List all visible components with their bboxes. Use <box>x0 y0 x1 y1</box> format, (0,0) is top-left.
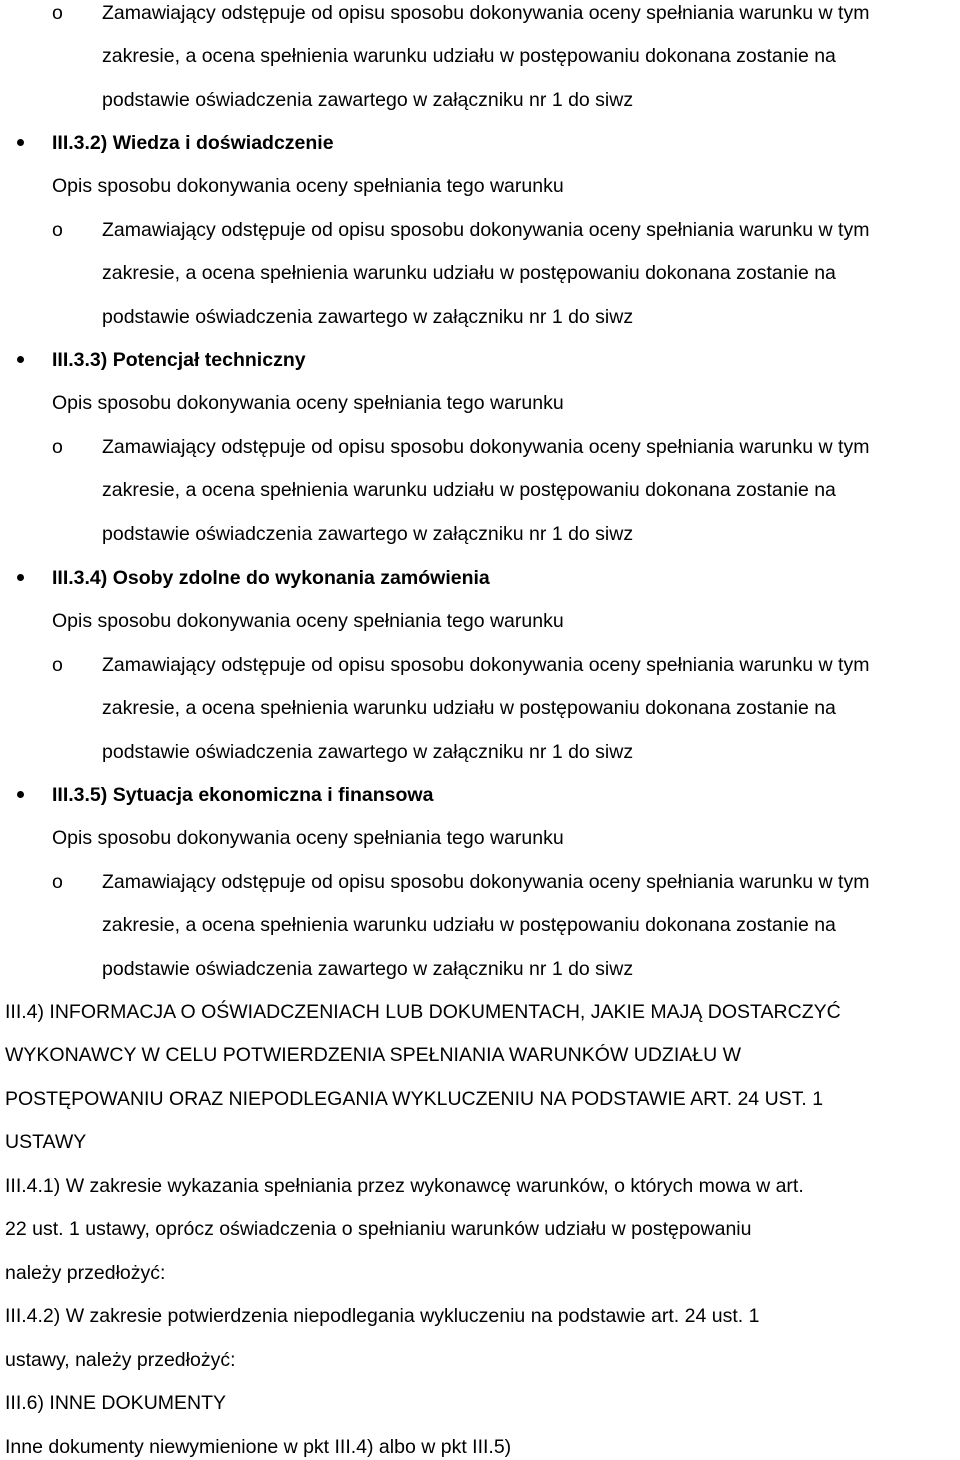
section-title-iii-3-5: III.3.5) Sytuacja ekonomiczna i finansowa <box>52 784 434 806</box>
section-text-line-2: zakresie, a ocena spełnienia warunku udziału w postępowaniu dokonana zostanie na <box>102 914 836 936</box>
bullet-icon <box>17 791 24 798</box>
section-text-line-1: Zamawiający odstępuje od opisu sposobu dokonywania oceny spełniania warunku w tym <box>102 436 870 458</box>
section-text-line-3: podstawie oświadczenia zawartego w załączniku nr 1 do siwz <box>102 523 634 545</box>
list-marker-o: o <box>52 2 63 24</box>
list-marker-o: o <box>52 436 63 458</box>
heading-iii-4-line-1: III.4) INFORMACJA O OŚWIADCZENIACH LUB DOKUMENTACH, JAKIE MAJĄ DOSTARCZYĆ <box>5 1001 841 1023</box>
section-text-line-3: podstawie oświadczenia zawartego w załączniku nr 1 do siwz <box>102 741 634 763</box>
section-text-line-2: zakresie, a ocena spełnienia warunku udziału w postępowaniu dokonana zostanie na <box>102 262 836 284</box>
section-opis: Opis sposobu dokonywania oceny spełniania tego warunku <box>52 827 564 849</box>
para-inne-dokumenty: Inne dokumenty niewymienione w pkt III.4) albo w pkt III.5) <box>5 1436 512 1458</box>
section-text-line-1: Zamawiający odstępuje od opisu sposobu dokonywania oceny spełniania warunku w tym <box>102 871 870 893</box>
para-iii-4-1-line-3: należy przedłożyć: <box>5 1262 166 1284</box>
section-title-iii-3-2: III.3.2) Wiedza i doświadczenie <box>52 132 334 154</box>
section-text-line-2: zakresie, a ocena spełnienia warunku udziału w postępowaniu dokonana zostanie na <box>102 479 836 501</box>
heading-iii-6: III.6) INNE DOKUMENTY <box>5 1392 227 1414</box>
section-opis: Opis sposobu dokonywania oceny spełniania tego warunku <box>52 392 564 414</box>
section-title-iii-3-3: III.3.3) Potencjał techniczny <box>52 349 306 371</box>
section-title-iii-3-4: III.3.4) Osoby zdolne do wykonania zamówienia <box>52 567 490 589</box>
para-iii-4-1-line-2: 22 ust. 1 ustawy, oprócz oświadczenia o spełnianiu warunków udziału w postępowaniu <box>5 1218 752 1240</box>
heading-iii-4-line-2: WYKONAWCY W CELU POTWIERDZENIA SPEŁNIANIA WARUNKÓW UDZIAŁU W <box>5 1044 742 1066</box>
bullet-icon <box>17 356 24 363</box>
section-text-line-3: podstawie oświadczenia zawartego w załączniku nr 1 do siwz <box>102 958 634 980</box>
bullet-icon <box>17 139 24 146</box>
list-marker-o: o <box>52 654 63 676</box>
bullet-icon <box>17 574 24 581</box>
para-iii-4-2-line-2: ustawy, należy przedłożyć: <box>5 1349 236 1371</box>
heading-iii-4-line-3: POSTĘPOWANIU ORAZ NIEPODLEGANIA WYKLUCZENIU NA PODSTAWIE ART. 24 UST. 1 <box>5 1088 824 1110</box>
intro-text-line-1: Zamawiający odstępuje od opisu sposobu dokonywania oceny spełniania warunku w tym <box>102 2 870 24</box>
intro-text-line-2: zakresie, a ocena spełnienia warunku udziału w postępowaniu dokonana zostanie na <box>102 45 836 67</box>
section-opis: Opis sposobu dokonywania oceny spełniania tego warunku <box>52 610 564 632</box>
section-text-line-1: Zamawiający odstępuje od opisu sposobu dokonywania oceny spełniania warunku w tym <box>102 654 870 676</box>
list-marker-o: o <box>52 219 63 241</box>
para-iii-4-2-line-1: III.4.2) W zakresie potwierdzenia niepodlegania wykluczeniu na podstawie art. 24 ust. 1 <box>5 1305 760 1327</box>
section-text-line-2: zakresie, a ocena spełnienia warunku udziału w postępowaniu dokonana zostanie na <box>102 697 836 719</box>
para-iii-4-1-line-1: III.4.1) W zakresie wykazania spełniania przez wykonawcę warunków, o których mowa w art. <box>5 1175 804 1197</box>
heading-iii-4-line-4: USTAWY <box>5 1131 87 1153</box>
section-text-line-3: podstawie oświadczenia zawartego w załączniku nr 1 do siwz <box>102 306 634 328</box>
section-opis: Opis sposobu dokonywania oceny spełniania tego warunku <box>52 175 564 197</box>
section-text-line-1: Zamawiający odstępuje od opisu sposobu dokonywania oceny spełniania warunku w tym <box>102 219 870 241</box>
list-marker-o: o <box>52 871 63 893</box>
intro-text-line-3: podstawie oświadczenia zawartego w załączniku nr 1 do siwz <box>102 89 634 111</box>
